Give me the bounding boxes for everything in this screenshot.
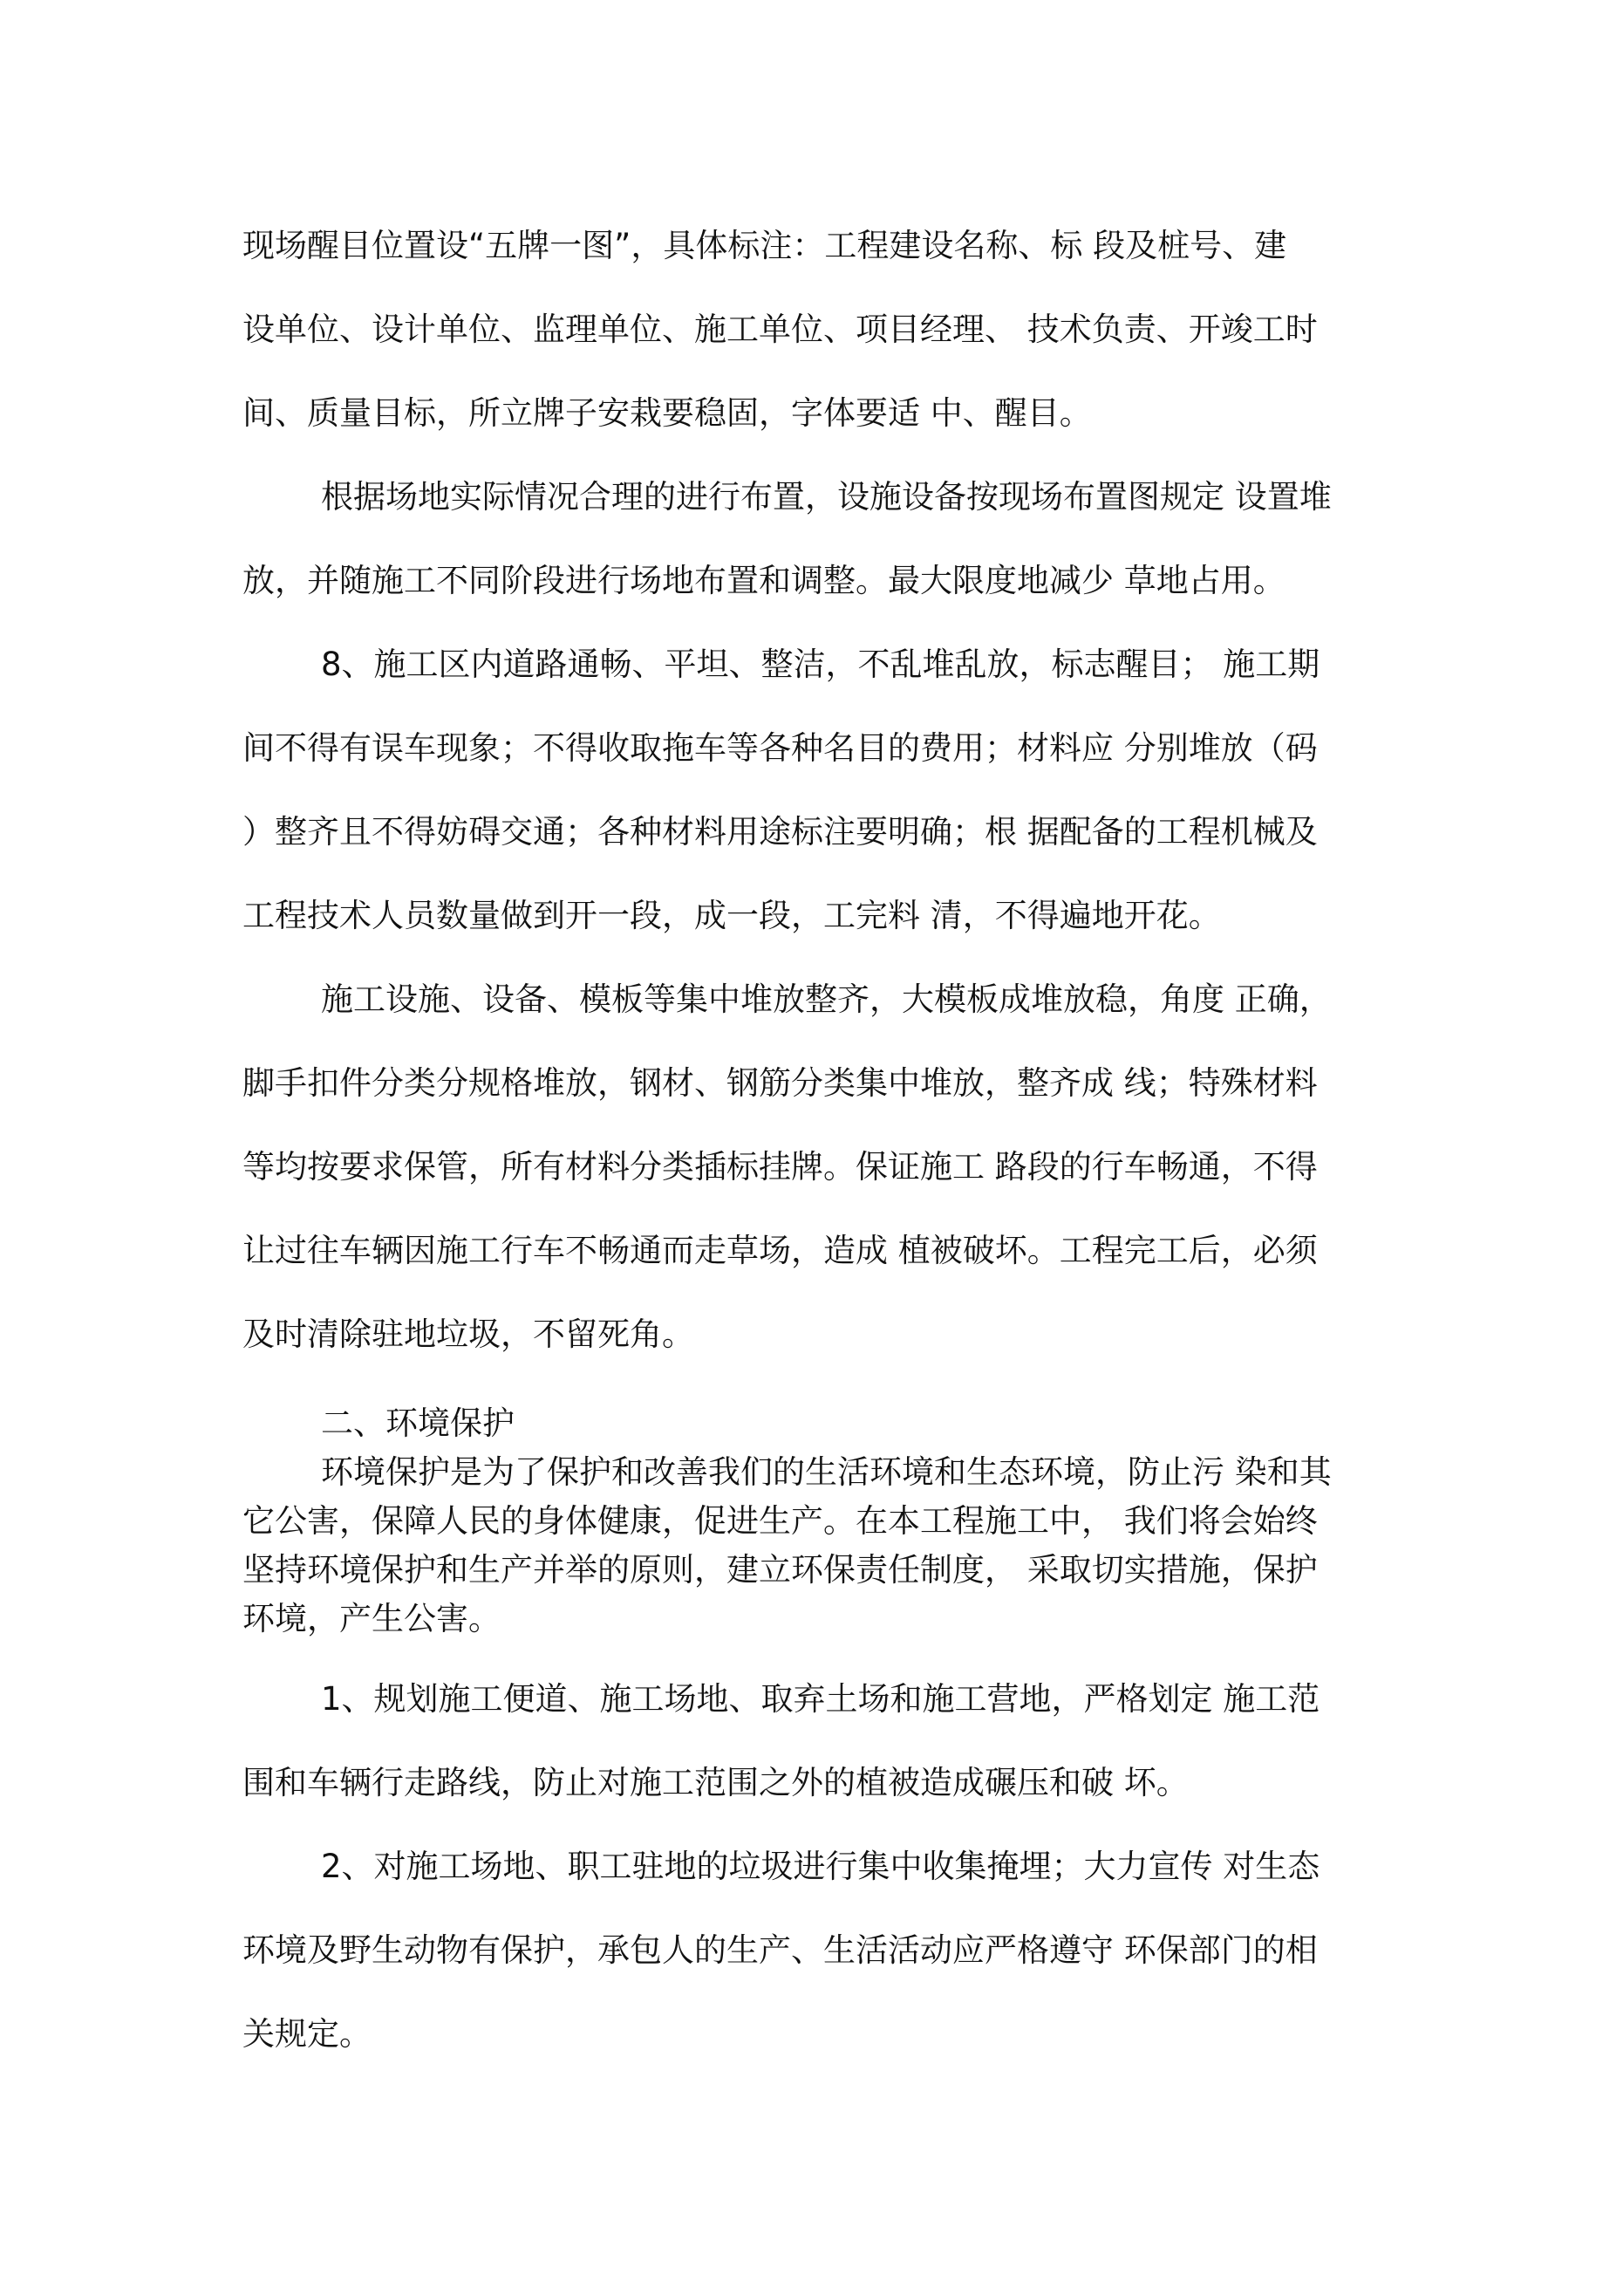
text-line: 1、规划施工便道、施工场地、取弃土场和施工营地，严格划定 施工范	[321, 1680, 1320, 1718]
text-line: 关规定。	[242, 2015, 372, 2053]
text-line: 环境及野生动物有保护，承包人的生产、生活活动应严格遵守 环保部门的相	[242, 1931, 1318, 1969]
text-line: 环境，产生公害。	[242, 1600, 501, 1637]
text-line: 设单位、设计单位、监理单位、施工单位、项目经理、 技术负责、开竣工时	[242, 311, 1318, 348]
text-line: 让过往车辆因施工行车不畅通而走草场，造成 植被破坏。工程完工后，必须	[242, 1232, 1318, 1269]
text-line: 现场醒目位置设“五牌一图”，具体标注：工程建设名称、标 段及桩号、建	[242, 227, 1287, 264]
text-line: 放，并随施工不同阶段进行场地布置和调整。最大限度地减少 草地占用。	[242, 562, 1285, 599]
text-line: 8、施工区内道路通畅、平坦、整洁，不乱堆乱放，标志醒目； 施工期	[321, 646, 1320, 683]
text-line: 根据场地实际情况合理的进行布置，设施设备按现场布置图规定 设置堆	[321, 478, 1332, 516]
section-heading: 二、环境保护	[321, 1404, 515, 1442]
text-line: 它公害，保障人民的身体健康，促进生产。在本工程施工中， 我们将会始终	[242, 1502, 1318, 1540]
text-line: 脚手扣件分类分规格堆放，钢材、钢筋分类集中堆放，整齐成 线；特殊材料	[242, 1064, 1318, 1102]
text-line: 2、对施工场地、职工驻地的垃圾进行集中收集掩埋；大力宣传 对生态	[321, 1848, 1320, 1885]
text-line: 及时清除驻地垃圾，不留死角。	[242, 1315, 694, 1353]
text-line: 施工设施、设备、模板等集中堆放整齐，大模板成堆放稳，角度 正确，	[321, 981, 1332, 1018]
text-line: 间、质量目标，所立牌子安栽要稳固，字体要适 中、醒目。	[242, 394, 1092, 432]
text-line: 等均按要求保管，所有材料分类插标挂牌。保证施工 路段的行车畅通，不得	[242, 1148, 1318, 1186]
text-line: 环境保护是为了保护和改善我们的生活环境和生态环境，防止污 染和其	[321, 1453, 1332, 1491]
text-line: 围和车辆行走路线，防止对施工范围之外的植被造成碾压和破 坏。	[242, 1764, 1189, 1801]
text-line: 工程技术人员数量做到开一段，成一段，工完料 清，不得遍地开花。	[242, 897, 1221, 934]
text-line: 坚持环境保护和生产并举的原则，建立环保责任制度， 采取切实措施，保护	[242, 1551, 1318, 1589]
text-line: ）整齐且不得妨碍交通；各种材料用途标注要明确；根 据配备的工程机械及	[242, 813, 1318, 851]
text-line: 间不得有误车现象；不得收取拖车等各种名目的费用；材料应 分别堆放（码	[242, 729, 1318, 767]
